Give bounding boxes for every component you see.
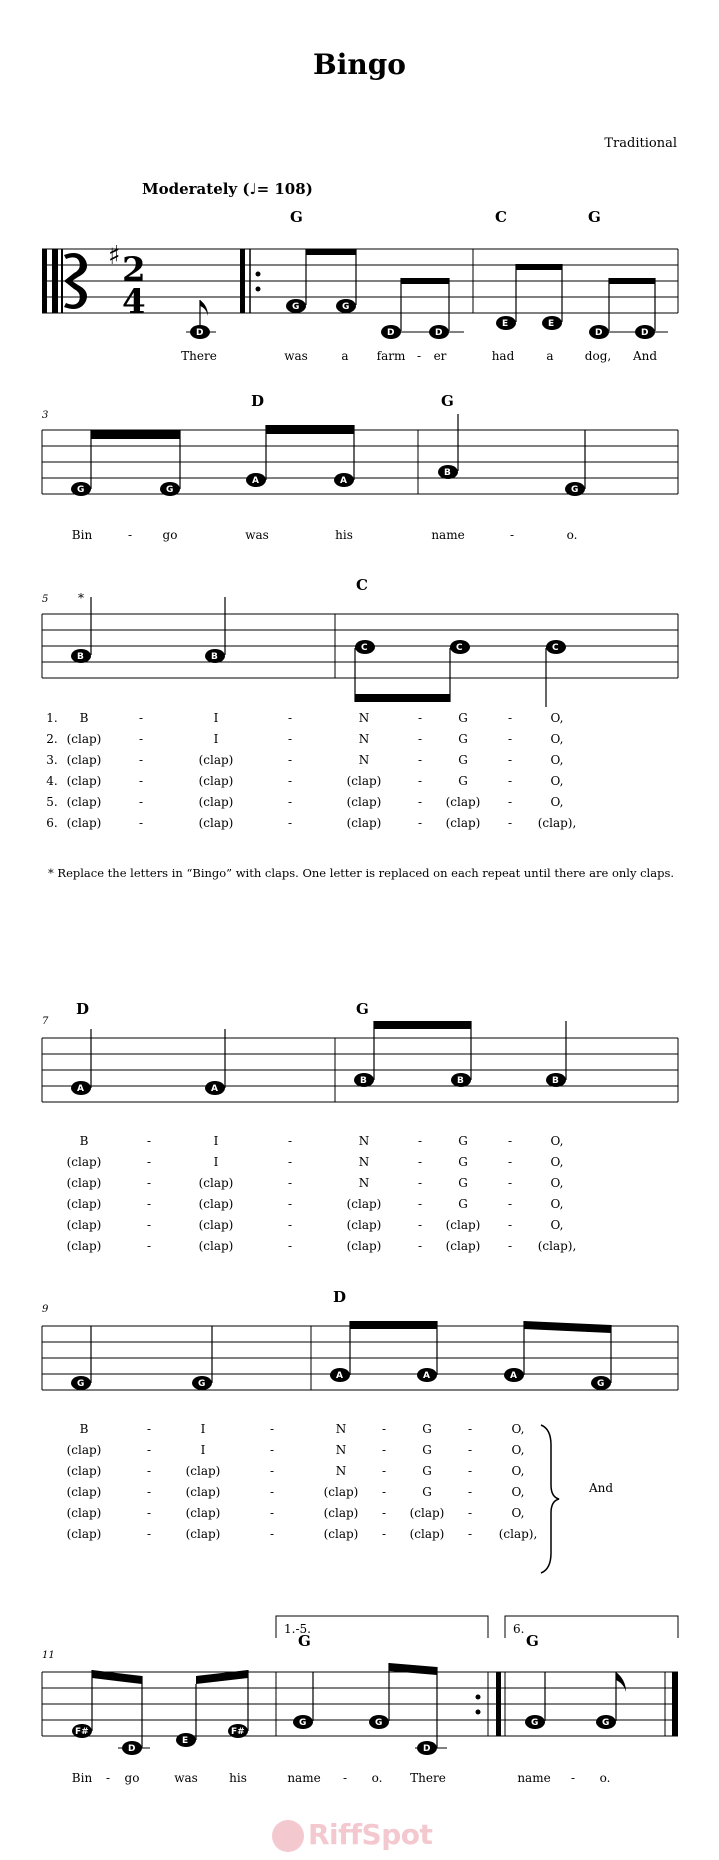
lyric: Bin	[71, 528, 93, 542]
verse-lyric: -	[507, 795, 513, 809]
note-label: A	[423, 1371, 430, 1381]
verse-lyric: 1.	[46, 711, 58, 725]
verse-lyric: -	[467, 1443, 473, 1457]
verse-lyric: -	[417, 1218, 423, 1232]
verse-lyric: -	[138, 753, 144, 767]
verse-lyric: N	[335, 1443, 347, 1457]
verse-lyric: (clap)	[198, 1239, 234, 1253]
chord-symbol: G	[588, 208, 601, 226]
lyric: was	[245, 528, 269, 542]
note-label: G	[198, 1379, 206, 1389]
ending-1-label: 1.-5.	[284, 1622, 311, 1636]
verse-lyric: O,	[550, 795, 564, 809]
lyric: his	[335, 528, 353, 542]
verse-lyric: B	[79, 1422, 89, 1436]
verse-lyric: -	[269, 1485, 275, 1499]
note-label: D	[435, 328, 443, 338]
verse-lyric: (clap)	[346, 1239, 382, 1253]
verse-lyric: -	[507, 816, 513, 830]
note-label: G	[77, 485, 85, 495]
verse-lyric: (clap),	[537, 816, 577, 830]
system-6	[42, 1616, 678, 1785]
noteheads	[190, 299, 655, 339]
note-label: D	[196, 328, 204, 338]
lyric: a	[341, 349, 349, 363]
verse-lyric: -	[417, 1176, 423, 1190]
verse-lyric: O,	[550, 1176, 564, 1190]
verse-lyric: O,	[511, 1485, 525, 1499]
verse-lyric: -	[146, 1218, 152, 1232]
verse-lyric: -	[287, 1155, 293, 1169]
verse-lyric: I	[213, 1155, 219, 1169]
lyric: had	[491, 349, 515, 363]
system-5	[42, 1288, 678, 1573]
brace-lyric: And	[588, 1481, 614, 1495]
verse-lyric: O,	[550, 711, 564, 725]
verse-lyric: -	[269, 1443, 275, 1457]
verse-lyric: (clap)	[66, 1527, 102, 1541]
verse-lyric: (clap)	[198, 816, 234, 830]
verse-lyric: G	[458, 774, 468, 788]
note-label: E	[548, 319, 555, 329]
verse-lyric: -	[269, 1422, 275, 1436]
lyric: -	[509, 528, 515, 542]
verse-lyric: O,	[511, 1422, 525, 1436]
verse-lyric: G	[458, 753, 468, 767]
system-4	[42, 1000, 678, 1253]
verse-lyric: G	[458, 1155, 468, 1169]
time-sig-bottom: 4	[122, 282, 146, 322]
verse-lyric: (clap)	[346, 795, 382, 809]
verse-lyrics	[67, 1422, 538, 1541]
verse-lyric: -	[146, 1176, 152, 1190]
lyric: o.	[599, 1771, 611, 1785]
verse-lyric: -	[467, 1485, 473, 1499]
verse-lyric: -	[146, 1464, 152, 1478]
song-title: Bingo	[313, 48, 406, 81]
lyric: There	[410, 1771, 446, 1785]
verse-lyric: -	[507, 1197, 513, 1211]
note-label: C	[552, 643, 559, 653]
note-label: D	[387, 328, 395, 338]
note-label: B	[444, 468, 451, 478]
lyric: name	[287, 1771, 321, 1785]
verse-lyric: (clap)	[66, 1485, 102, 1499]
verse-lyric: -	[146, 1134, 152, 1148]
verse-lyric: -	[287, 774, 293, 788]
lyric: name	[431, 528, 465, 542]
verse-lyric: N	[358, 753, 370, 767]
verse-lyric: G	[458, 1134, 468, 1148]
measure-number: 11	[42, 1650, 55, 1661]
footnote-asterisk: *	[78, 591, 84, 605]
chord-symbol: D	[251, 392, 265, 410]
verse-lyric: N	[358, 1155, 370, 1169]
verse-lyric: (clap)	[66, 1155, 102, 1169]
verse-lyric: O,	[550, 1134, 564, 1148]
verse-lyric: O,	[550, 1218, 564, 1232]
lyric: o.	[566, 528, 578, 542]
verse-lyric: -	[146, 1443, 152, 1457]
verse-lyric: 6.	[46, 816, 58, 830]
lyric: And	[632, 349, 658, 363]
measure-number: 9	[42, 1304, 49, 1315]
verse-lyric: -	[417, 1155, 423, 1169]
ending-2-label: 6.	[513, 1622, 525, 1636]
note-label: F#	[75, 1727, 89, 1737]
note-label: G	[597, 1379, 605, 1389]
verse-brace	[541, 1425, 559, 1573]
system-2	[42, 392, 678, 542]
note-label: G	[166, 485, 174, 495]
verse-lyric: I	[213, 711, 219, 725]
verse-lyric: O,	[550, 774, 564, 788]
note-label: D	[128, 1744, 136, 1754]
verse-lyric: (clap)	[346, 1197, 382, 1211]
verse-lyric: -	[417, 732, 423, 746]
verse-lyric: -	[269, 1527, 275, 1541]
verse-lyric: (clap)	[445, 1218, 481, 1232]
verse-lyric: (clap)	[198, 795, 234, 809]
note-label: B	[360, 1076, 367, 1086]
quarter-note-icon: ♩	[249, 180, 257, 198]
verse-lyric: O,	[511, 1464, 525, 1478]
verse-lyric: -	[287, 1239, 293, 1253]
verse-lyric: -	[417, 816, 423, 830]
verse-lyric: I	[213, 1134, 219, 1148]
verse-lyric: (clap)	[66, 1197, 102, 1211]
verse-lyric: (clap)	[185, 1527, 221, 1541]
lyric: o.	[371, 1771, 383, 1785]
chord-symbol: G	[526, 1632, 539, 1650]
verse-lyric: G	[422, 1485, 432, 1499]
verse-lyric: (clap),	[537, 1239, 577, 1253]
verse-lyric: (clap)	[185, 1506, 221, 1520]
note-label: D	[423, 1744, 431, 1754]
verse-lyric: -	[287, 816, 293, 830]
verse-lyric: -	[269, 1506, 275, 1520]
verse-lyric: (clap)	[66, 1464, 102, 1478]
verse-lyric: I	[213, 732, 219, 746]
verse-lyric: I	[200, 1443, 206, 1457]
verse-lyric: -	[381, 1485, 387, 1499]
verse-lyric: -	[146, 1239, 152, 1253]
verse-lyric: -	[146, 1506, 152, 1520]
logo-text: RiffSpot	[308, 1818, 433, 1851]
verse-lyric: -	[287, 1176, 293, 1190]
verse-lyrics	[46, 711, 576, 830]
lyric: go	[124, 1771, 140, 1785]
verse-lyric: -	[287, 753, 293, 767]
verse-lyric: (clap)	[346, 816, 382, 830]
verse-lyric: (clap)	[185, 1485, 221, 1499]
lyric: dog,	[584, 349, 612, 363]
verse-lyric: G	[458, 1197, 468, 1211]
verse-lyric: N	[358, 1176, 370, 1190]
verse-lyric: -	[467, 1506, 473, 1520]
note-label: B	[77, 652, 84, 662]
tempo-bpm: = 108	[256, 180, 306, 198]
verse-lyric: O,	[511, 1506, 525, 1520]
verse-lyric: I	[200, 1422, 206, 1436]
verse-lyric: -	[507, 1218, 513, 1232]
verse-lyric: -	[287, 1197, 293, 1211]
note-label: A	[340, 476, 347, 486]
verse-lyric: -	[381, 1422, 387, 1436]
note-label: E	[182, 1736, 189, 1746]
note-label: G	[77, 1379, 85, 1389]
verse-lyric: -	[146, 1485, 152, 1499]
verse-lyric: -	[138, 816, 144, 830]
verse-lyric: -	[287, 1134, 293, 1148]
verse-lyric: (clap)	[198, 753, 234, 767]
sharp-icon: ♯	[108, 241, 121, 271]
verse-lyric: (clap)	[66, 732, 102, 746]
chord-symbol: D	[333, 1288, 347, 1306]
verse-lyric: -	[146, 1197, 152, 1211]
verse-lyric: (clap)	[66, 1443, 102, 1457]
chord-symbol: D	[76, 1000, 90, 1018]
verse-lyric: O,	[550, 732, 564, 746]
lyric: Bin	[71, 1771, 93, 1785]
verse-lyric: -	[287, 1218, 293, 1232]
verse-lyric: -	[287, 711, 293, 725]
verse-lyric: (clap),	[498, 1527, 538, 1541]
chord-symbols	[290, 208, 601, 226]
note-label: B	[552, 1076, 559, 1086]
note-label: A	[252, 476, 259, 486]
verse-lyric: (clap)	[198, 1176, 234, 1190]
verse-lyric: (clap)	[445, 1239, 481, 1253]
verse-lyric: -	[146, 1527, 152, 1541]
volta-brackets	[276, 1616, 678, 1638]
verse-lyric: (clap)	[66, 1176, 102, 1190]
note-label: C	[361, 643, 368, 653]
system-1	[42, 208, 678, 363]
verse-lyric: -	[467, 1422, 473, 1436]
lyric: go	[162, 528, 178, 542]
verse-lyric: -	[507, 753, 513, 767]
verse-lyric: (clap)	[445, 795, 481, 809]
verse-lyric: 2.	[46, 732, 58, 746]
verse-lyric: -	[138, 711, 144, 725]
system-3	[42, 576, 678, 830]
verse-lyric: N	[358, 1134, 370, 1148]
note-label: G	[571, 485, 579, 495]
verse-lyric: -	[138, 795, 144, 809]
lyric: his	[229, 1771, 247, 1785]
measure-number: 3	[42, 410, 49, 421]
tempo-paren-open: (	[242, 180, 250, 198]
chord-symbol: G	[441, 392, 454, 410]
system-bracket	[42, 249, 47, 313]
verse-lyric: -	[417, 1239, 423, 1253]
verse-lyric: -	[417, 774, 423, 788]
verse-lyric: G	[422, 1443, 432, 1457]
tempo-paren-close: )	[305, 180, 313, 198]
lyric: -	[127, 528, 133, 542]
verse-lyric: -	[269, 1464, 275, 1478]
verse-lyric: -	[381, 1506, 387, 1520]
verse-lyric: N	[335, 1422, 347, 1436]
verse-lyric: N	[335, 1464, 347, 1478]
verse-lyric: O,	[550, 1197, 564, 1211]
lyric: -	[105, 1771, 111, 1785]
note-label: F#	[231, 1727, 245, 1737]
verse-lyric: -	[138, 774, 144, 788]
verse-lyric: (clap)	[66, 795, 102, 809]
verse-lyric: (clap)	[66, 816, 102, 830]
verse-lyric: (clap)	[198, 774, 234, 788]
verse-lyric: (clap)	[445, 816, 481, 830]
verse-lyric: (clap)	[198, 1218, 234, 1232]
note-label: G	[602, 1718, 610, 1728]
verse-lyric: -	[146, 1422, 152, 1436]
verse-lyric: -	[507, 1134, 513, 1148]
verse-lyric: 4.	[46, 774, 58, 788]
lyrics	[181, 349, 657, 363]
verse-lyric: -	[507, 774, 513, 788]
lyric: was	[174, 1771, 198, 1785]
note-label: G	[292, 302, 300, 312]
verse-lyric: (clap)	[185, 1464, 221, 1478]
lyric: There	[181, 349, 217, 363]
verse-lyric: -	[467, 1464, 473, 1478]
beams	[306, 249, 655, 284]
lyric: er	[433, 349, 447, 363]
verse-lyric: O,	[511, 1443, 525, 1457]
verse-lyric: -	[138, 732, 144, 746]
verse-lyric: (clap)	[66, 774, 102, 788]
verse-lyric: -	[417, 1197, 423, 1211]
verse-lyric: -	[467, 1527, 473, 1541]
verse-lyric: -	[381, 1464, 387, 1478]
verse-lyric: (clap)	[198, 1197, 234, 1211]
verse-lyric: 3.	[46, 753, 58, 767]
verse-lyric: (clap)	[66, 753, 102, 767]
note-label: G	[531, 1718, 539, 1728]
lyric: farm	[376, 349, 406, 363]
verse-lyric: -	[381, 1443, 387, 1457]
note-label: G	[342, 302, 350, 312]
verse-lyric: (clap)	[346, 774, 382, 788]
chord-symbol: G	[356, 1000, 369, 1018]
lyric: was	[284, 349, 308, 363]
verse-lyric: -	[417, 795, 423, 809]
verse-lyric: -	[507, 711, 513, 725]
chord-symbol: G	[290, 208, 303, 226]
verse-lyric: (clap)	[409, 1506, 445, 1520]
verse-lyric: -	[507, 1176, 513, 1190]
verse-lyric: -	[287, 795, 293, 809]
riffspot-logo	[272, 1818, 432, 1852]
lyric: name	[517, 1771, 551, 1785]
verse-lyric: -	[417, 711, 423, 725]
verse-lyric: 5.	[46, 795, 58, 809]
verse-lyric: G	[422, 1464, 432, 1478]
verse-lyric: O,	[550, 1155, 564, 1169]
lyric: -	[416, 349, 422, 363]
note-label: E	[502, 319, 509, 329]
verse-lyric: -	[507, 732, 513, 746]
note-label: D	[595, 328, 603, 338]
measure-number: 7	[42, 1016, 49, 1027]
note-label: A	[77, 1084, 84, 1094]
verse-lyric: N	[358, 711, 370, 725]
verse-lyric: B	[79, 1134, 89, 1148]
lyric: a	[546, 349, 554, 363]
footnote: * Replace the letters in “Bingo” with claps. One letter is replaced on each repeat until there are only claps.	[48, 866, 675, 880]
verse-lyric: -	[417, 753, 423, 767]
chord-symbol: G	[298, 1632, 311, 1650]
note-label: G	[299, 1718, 307, 1728]
verse-lyric: -	[507, 1239, 513, 1253]
verse-lyric: -	[287, 732, 293, 746]
verse-lyric: (clap)	[323, 1485, 359, 1499]
verse-lyric: -	[381, 1527, 387, 1541]
lyric: -	[570, 1771, 576, 1785]
verse-lyric: (clap)	[323, 1506, 359, 1520]
note-label: D	[641, 328, 649, 338]
verse-lyric: -	[146, 1155, 152, 1169]
note-label: C	[456, 643, 463, 653]
time-sig-top: 2	[122, 250, 146, 290]
chord-symbol: C	[356, 576, 368, 594]
verse-lyric: G	[458, 1176, 468, 1190]
note-label: A	[336, 1371, 343, 1381]
verse-lyrics	[67, 1134, 577, 1253]
verse-lyric: O,	[550, 753, 564, 767]
verse-lyric: G	[422, 1422, 432, 1436]
verse-lyric: (clap)	[66, 1506, 102, 1520]
note-label: A	[510, 1371, 517, 1381]
verse-lyric: -	[507, 1155, 513, 1169]
note-label: B	[211, 652, 218, 662]
note-label: B	[457, 1076, 464, 1086]
note-label: A	[211, 1084, 218, 1094]
verse-lyric: -	[417, 1134, 423, 1148]
tempo-text: Moderately	[142, 180, 238, 198]
verse-lyric: (clap)	[66, 1218, 102, 1232]
chord-symbol: C	[495, 208, 507, 226]
verse-lyric: (clap)	[346, 1218, 382, 1232]
verse-lyric: G	[458, 711, 468, 725]
verse-lyric: B	[79, 711, 89, 725]
composer: Traditional	[604, 136, 677, 151]
note-label: G	[375, 1718, 383, 1728]
verse-lyric: (clap)	[323, 1527, 359, 1541]
measure-number: 5	[42, 594, 49, 605]
verse-lyric: N	[358, 732, 370, 746]
verse-lyric: G	[458, 732, 468, 746]
lyric: -	[342, 1771, 348, 1785]
guitar-pick-icon	[272, 1820, 304, 1852]
verse-lyric: (clap)	[409, 1527, 445, 1541]
verse-lyric: (clap)	[66, 1239, 102, 1253]
